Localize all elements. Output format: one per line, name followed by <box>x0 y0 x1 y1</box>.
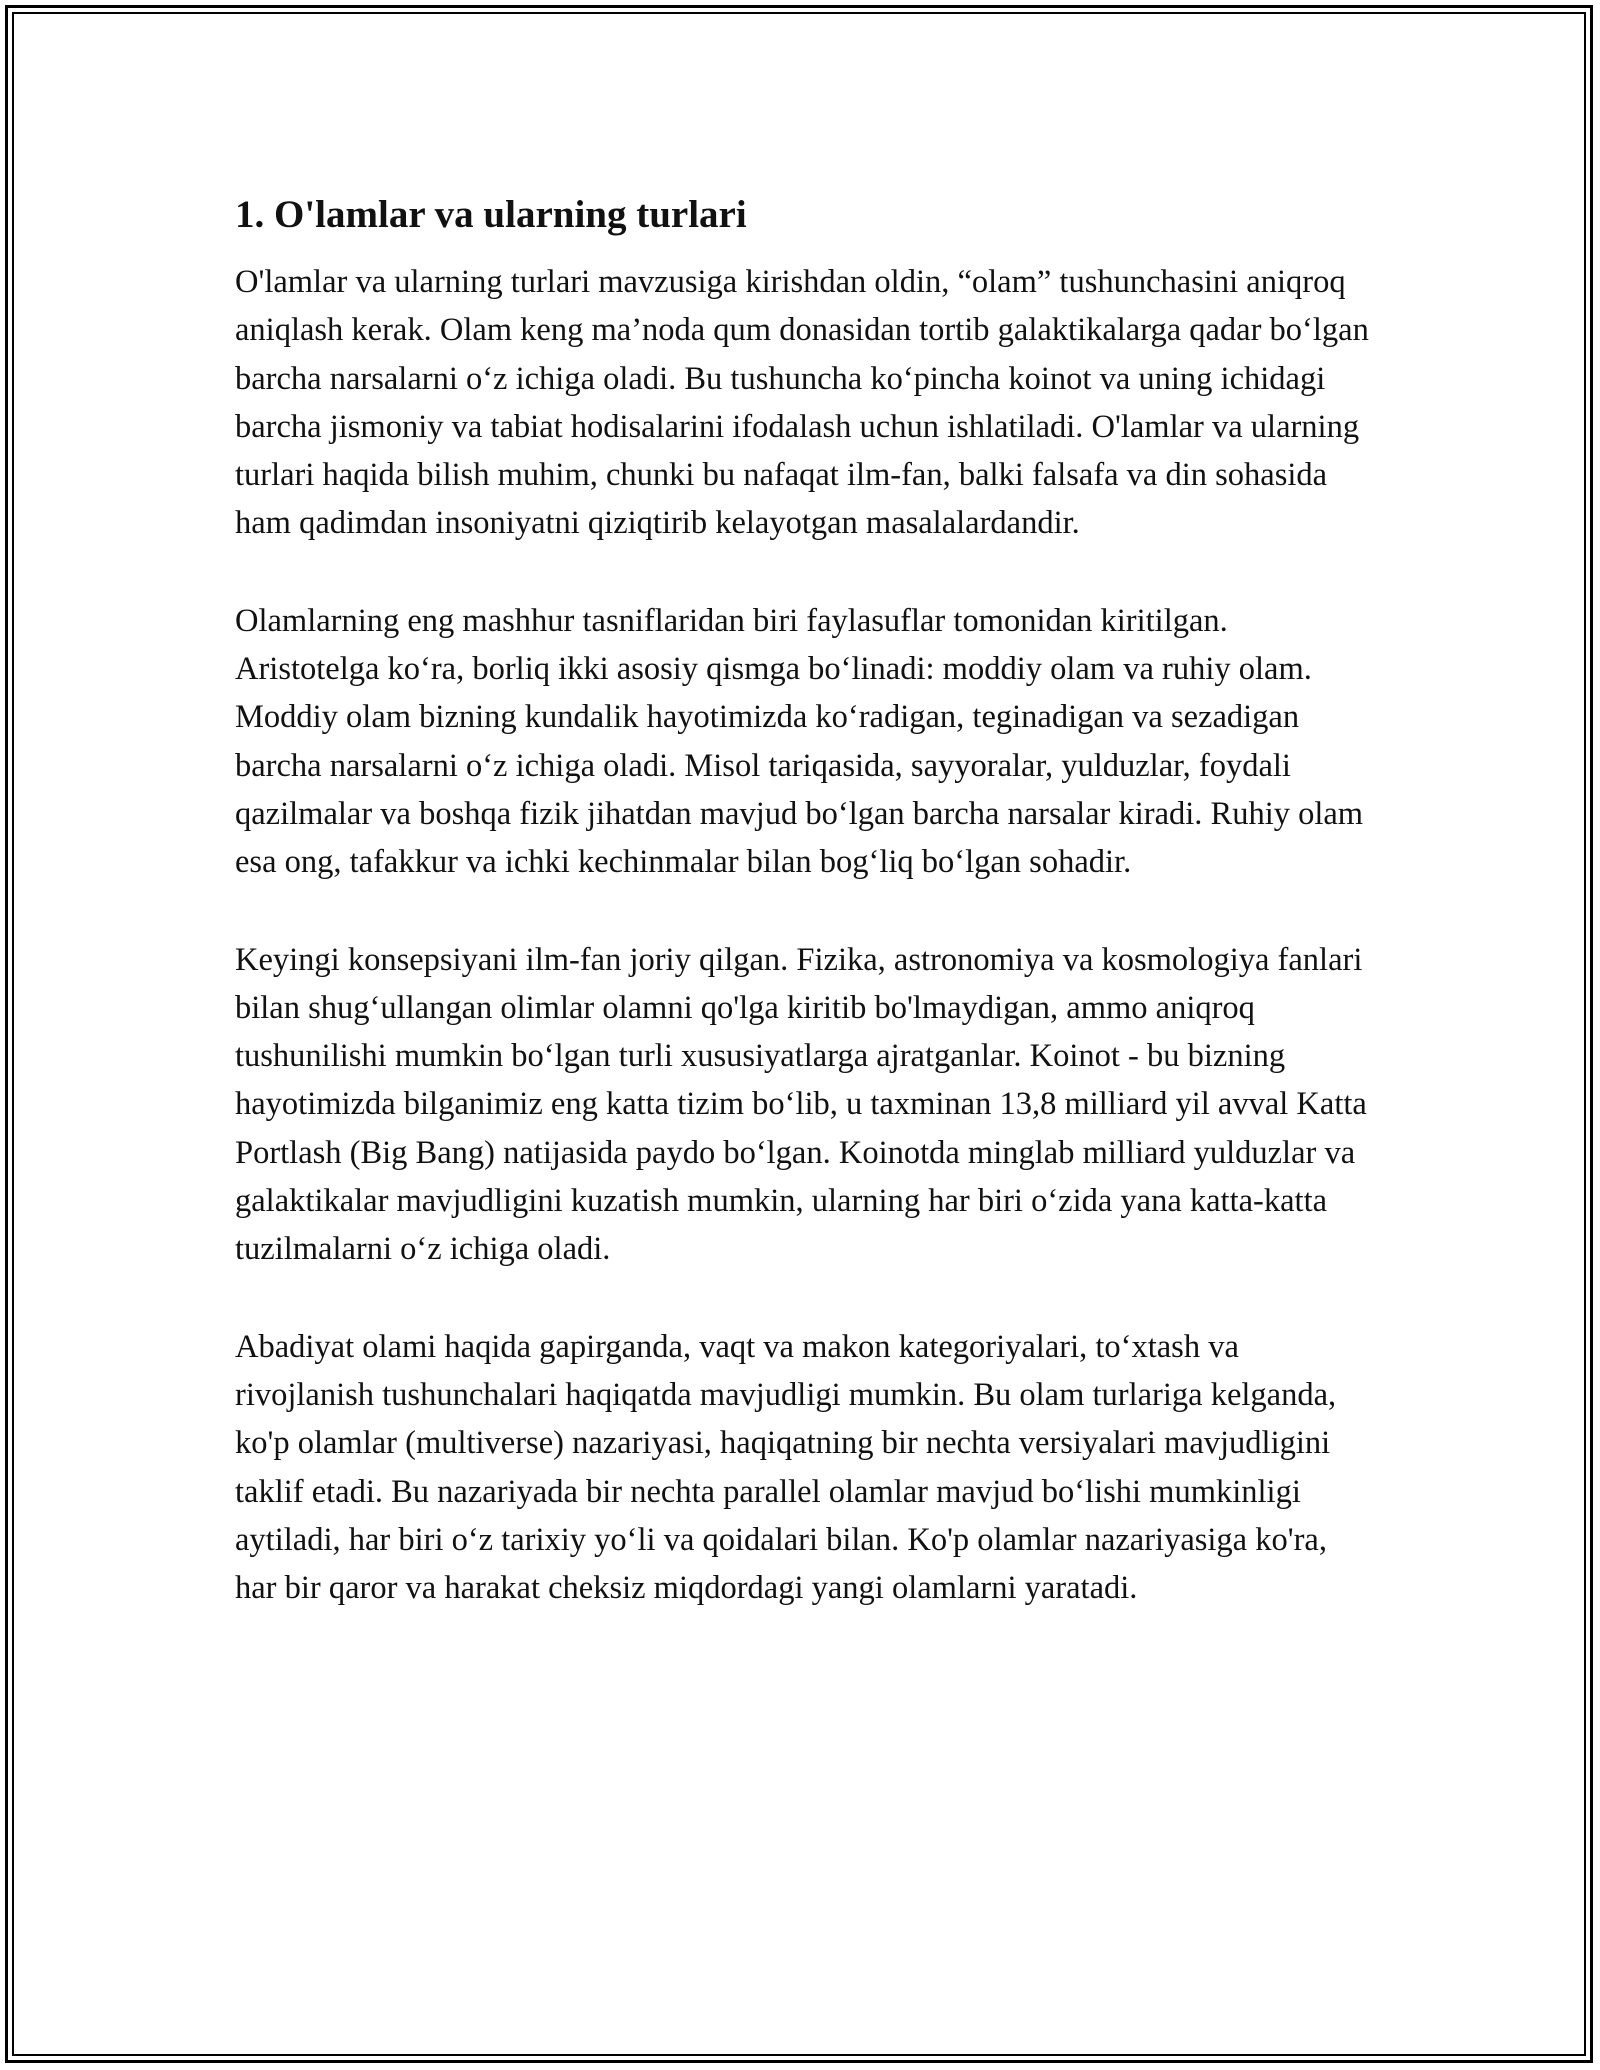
paragraph-2: Olamlarning eng mashhur tasniflaridan biri faylasuflar tomonidan kiritilgan. Aristotelga ko‘ra, borliq ikki asosiy qismga bo‘linadi: moddiy olam va ruhiy olam. Moddiy olam bizning kundalik hayotimizda ko‘radigan, teginadigan va sezadigan barcha narsalarni o‘z ichiga oladi. Misol tariqasida, sayyoralar, yulduzlar, foydali qazilmalar va boshqa fizik jihatdan mavjud bo‘lgan barcha narsalar kiradi. Ruhiy olam esa ong, tafakkur va ichki kechinmalar bilan bog‘liq bo‘lgan sohadir. <box>235 602 1364 881</box>
page-title: 1. O'lamlar va ularning turlari <box>235 193 747 236</box>
paragraph-4: Abadiyat olami haqida gapirganda, vaqt va makon kategoriyalari, to‘xtash va rivojlanish tushunchalari haqiqatda mavjudligi mumkin. Bu olam turlariga kelganda, ko'p olamlar (multiverse) nazariyasi, haqiqatning bir nechta versiyalari mavjudligini taklif etadi. Bu nazariyada bir nechta parallel olamlar mavjud bo‘lishi mumkinligi aytiladi, har biri o‘z tarixiy yo‘li va qoidalari bilan. Ko'p olamlar nazariyasiga ko'ra, har bir qaror va harakat cheksiz miqdordagi yangi olamlarni yaratadi. <box>235 1328 1337 1607</box>
paragraph-3: Keyingi konsepsiyani ilm-fan joriy qilgan. Fizika, astronomiya va kosmologiya fanlari bilan shug‘ullangan olimlar olamni qo'lga kiritib bo'lmaydigan, ammo aniqroq tushunilishi mumkin bo‘lgan turli xususiyatlarga ajratganlar. Koinot - bu bizning hayotimizda bilganimiz eng katta tizim bo‘lib, u taxminan 13,8 milliard yil avval Katta Portlash (Big Bang) natijasida paydo bo‘lgan. Koinotda minglab milliard yulduzlar va galaktikalar mavjudligini kuzatish mumkin, ularning har biri o‘zida yana katta-katta tuzilmalarni o‘z ichiga oladi. <box>235 941 1367 1268</box>
paragraph-1: O'lamlar va ularning turlari mavzusiga kirishdan oldin, “olam” tushunchasini aniqroq aniqlash kerak. Olam keng ma’noda qum donasidan tortib galaktikalarga qadar bo‘lgan barcha narsalarni o‘z ichiga oladi. Bu tushuncha ko‘pincha koinot va uning ichidagi barcha jismoniy va tabiat hodisalarini ifodalash uchun ishlatiladi. O'lamlar va ularning turlari haqida bilish muhim, chunki bu nafaqat ilm-fan, balki falsafa va din sohasida ham qadimdan insoniyatni qiziqtirib kelayotgan masalalardandir. <box>235 264 1369 542</box>
document-body <box>235 180 1370 1661</box>
